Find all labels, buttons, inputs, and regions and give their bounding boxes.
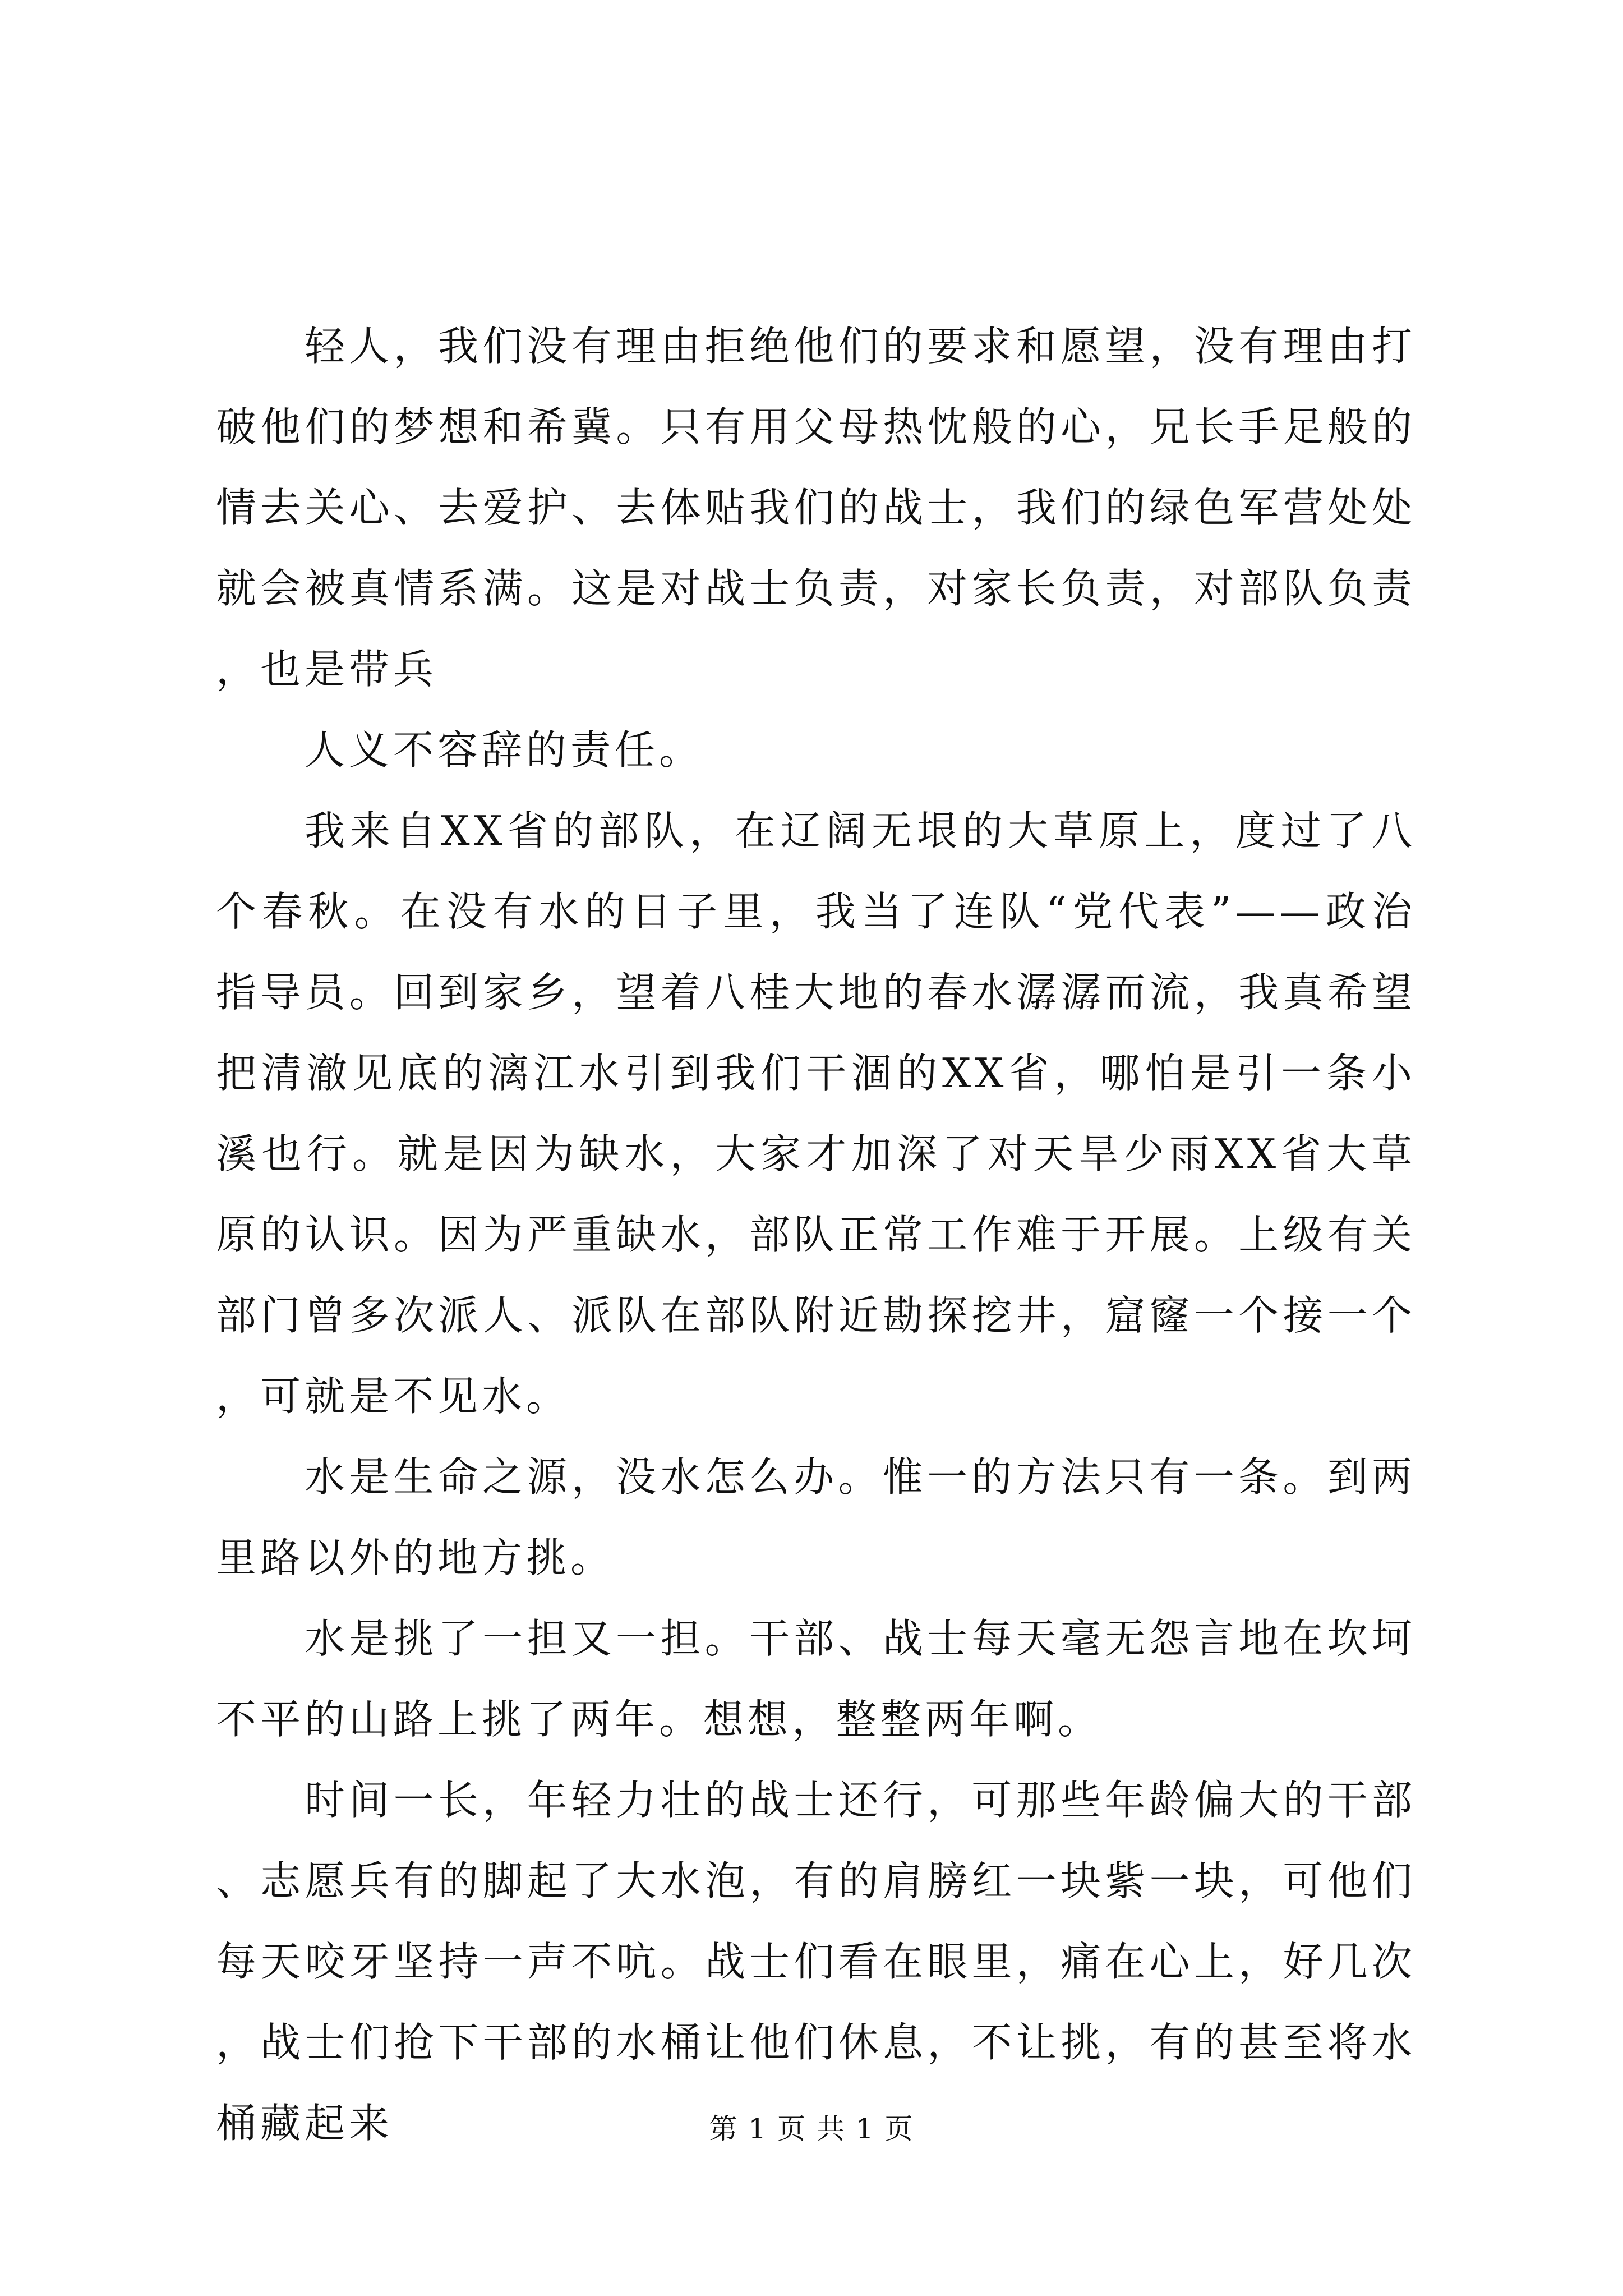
paragraph-3: 我来自XX省的部队，在辽阔无垠的大草原上，度过了八个春秋。在没有水的日子里，我当了连队“党代表”——政治指导员。回到家乡，望着八桂大地的春水潺潺而流，我真希望把清澈见底的漓江水引到我们干涸的XX省，哪怕是引一条小溪也行。就是因为缺水，大家才加深了对天旱少雨XX省大草原的认识。因为严重缺水，部队正常工作难于开展。上级有关部门曾多次派人、派队在部队附近勘探挖井，窟窿一个接一个，可就是不见水。 xyxy=(216,807,1416,1420)
paragraph-5: 水是挑了一担又一担。干部、战士每天毫无怨言地在坎坷不平的山路上挑了两年。想想，整整两年啊。 xyxy=(216,1615,1416,1743)
paragraph-2: 人义不容辞的责任。 xyxy=(305,726,704,774)
paragraph-6: 时间一长，年轻力壮的战士还行，可那些年龄偏大的干部、志愿兵有的脚起了大水泡，有的肩膀红一块紫一块，可他们每天咬牙坚持一声不吭。战士们看在眼里，痛在心上，好几次，战士们抢下干部的水桶让他们休息，不让挑，有的甚至将水桶藏起来 xyxy=(216,1777,1416,2147)
paragraph-4: 水是生命之源，没水怎么办。惟一的方法只有一条。到两里路以外的地方挑。 xyxy=(216,1453,1416,1581)
page-footer: 第 1 页 共 1 页 xyxy=(709,2113,914,2145)
document-body xyxy=(216,306,1416,2164)
paragraph-1: 轻人，我们没有理由拒绝他们的要求和愿望，没有理由打破他们的梦想和希冀。只有用父母热忱般的心，兄长手足般的情去关心、去爱护、去体贴我们的战士，我们的绿色军营处处就会被真情系满。这是对战士负责，对家长负责，对部队负责，也是带兵 xyxy=(216,323,1416,693)
